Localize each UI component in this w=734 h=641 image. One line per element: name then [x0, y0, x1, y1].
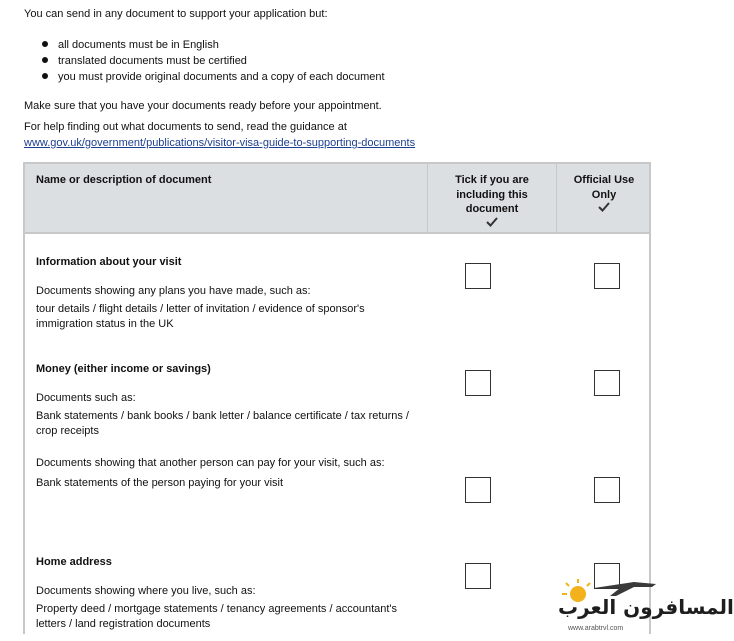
table-row: Money (either income or savings) Documents such as: Bank statements / bank books / bank letter / balance certificate / tax returns / crop receipts — [36, 362, 416, 442]
official-use-checkbox[interactable] — [594, 263, 620, 289]
table-row: Information about your visit Documents showing any plans you have made, such as: tour details / flight details / letter of invitation / evidence of sponsor's immigration status in the UK — [36, 255, 416, 335]
table-header — [25, 162, 649, 234]
official-use-checkbox[interactable] — [594, 477, 620, 503]
documents-table — [23, 162, 651, 634]
header-name-column: Name or description of document — [36, 174, 212, 186]
appointment-note: Make sure that you have your documents ready before your appointment. — [24, 100, 382, 112]
header-tick-column: Tick if you are including this document — [427, 173, 557, 241]
watermark-url: www.arabtrvl.com — [568, 625, 624, 632]
row-title: Information about your visit — [36, 256, 182, 268]
requirements-list — [24, 38, 385, 86]
watermark-logo — [556, 574, 734, 636]
checkmark-icon — [598, 202, 610, 212]
guidance-link[interactable]: www.gov.uk/government/publications/visitor-visa-guide-to-supporting-documents — [24, 137, 416, 149]
list-item: you must provide original documents and a copy of each document — [24, 70, 385, 86]
tick-checkbox[interactable] — [465, 477, 491, 503]
official-use-checkbox[interactable] — [594, 370, 620, 396]
list-item: translated documents must be certified — [24, 54, 385, 70]
row-title: Money (either income or savings) — [36, 363, 211, 375]
tick-checkbox[interactable] — [465, 563, 491, 589]
list-item: all documents must be in English — [24, 38, 385, 54]
table-row: Documents showing that another person can pay for your visit, such as: Bank statements of the person paying for your visit — [36, 457, 385, 489]
guidance-text: For help finding out what documents to send, read the guidance at — [24, 121, 347, 133]
watermark-logo-text: المسافرون العرب — [558, 595, 734, 619]
header-official-column: Official Use Only — [557, 173, 651, 241]
guidance-link-wrap — [24, 136, 415, 151]
intro-text: You can send in any document to support your application but: — [24, 8, 328, 20]
table-row: Home address Documents showing where you live, such as: Property deed / mortgage statements / tenancy agreements / accountant's letters / land registration documents — [36, 555, 416, 635]
row-title: Home address — [36, 556, 112, 568]
checkmark-icon — [486, 217, 498, 227]
tick-checkbox[interactable] — [465, 263, 491, 289]
tick-checkbox[interactable] — [465, 370, 491, 396]
